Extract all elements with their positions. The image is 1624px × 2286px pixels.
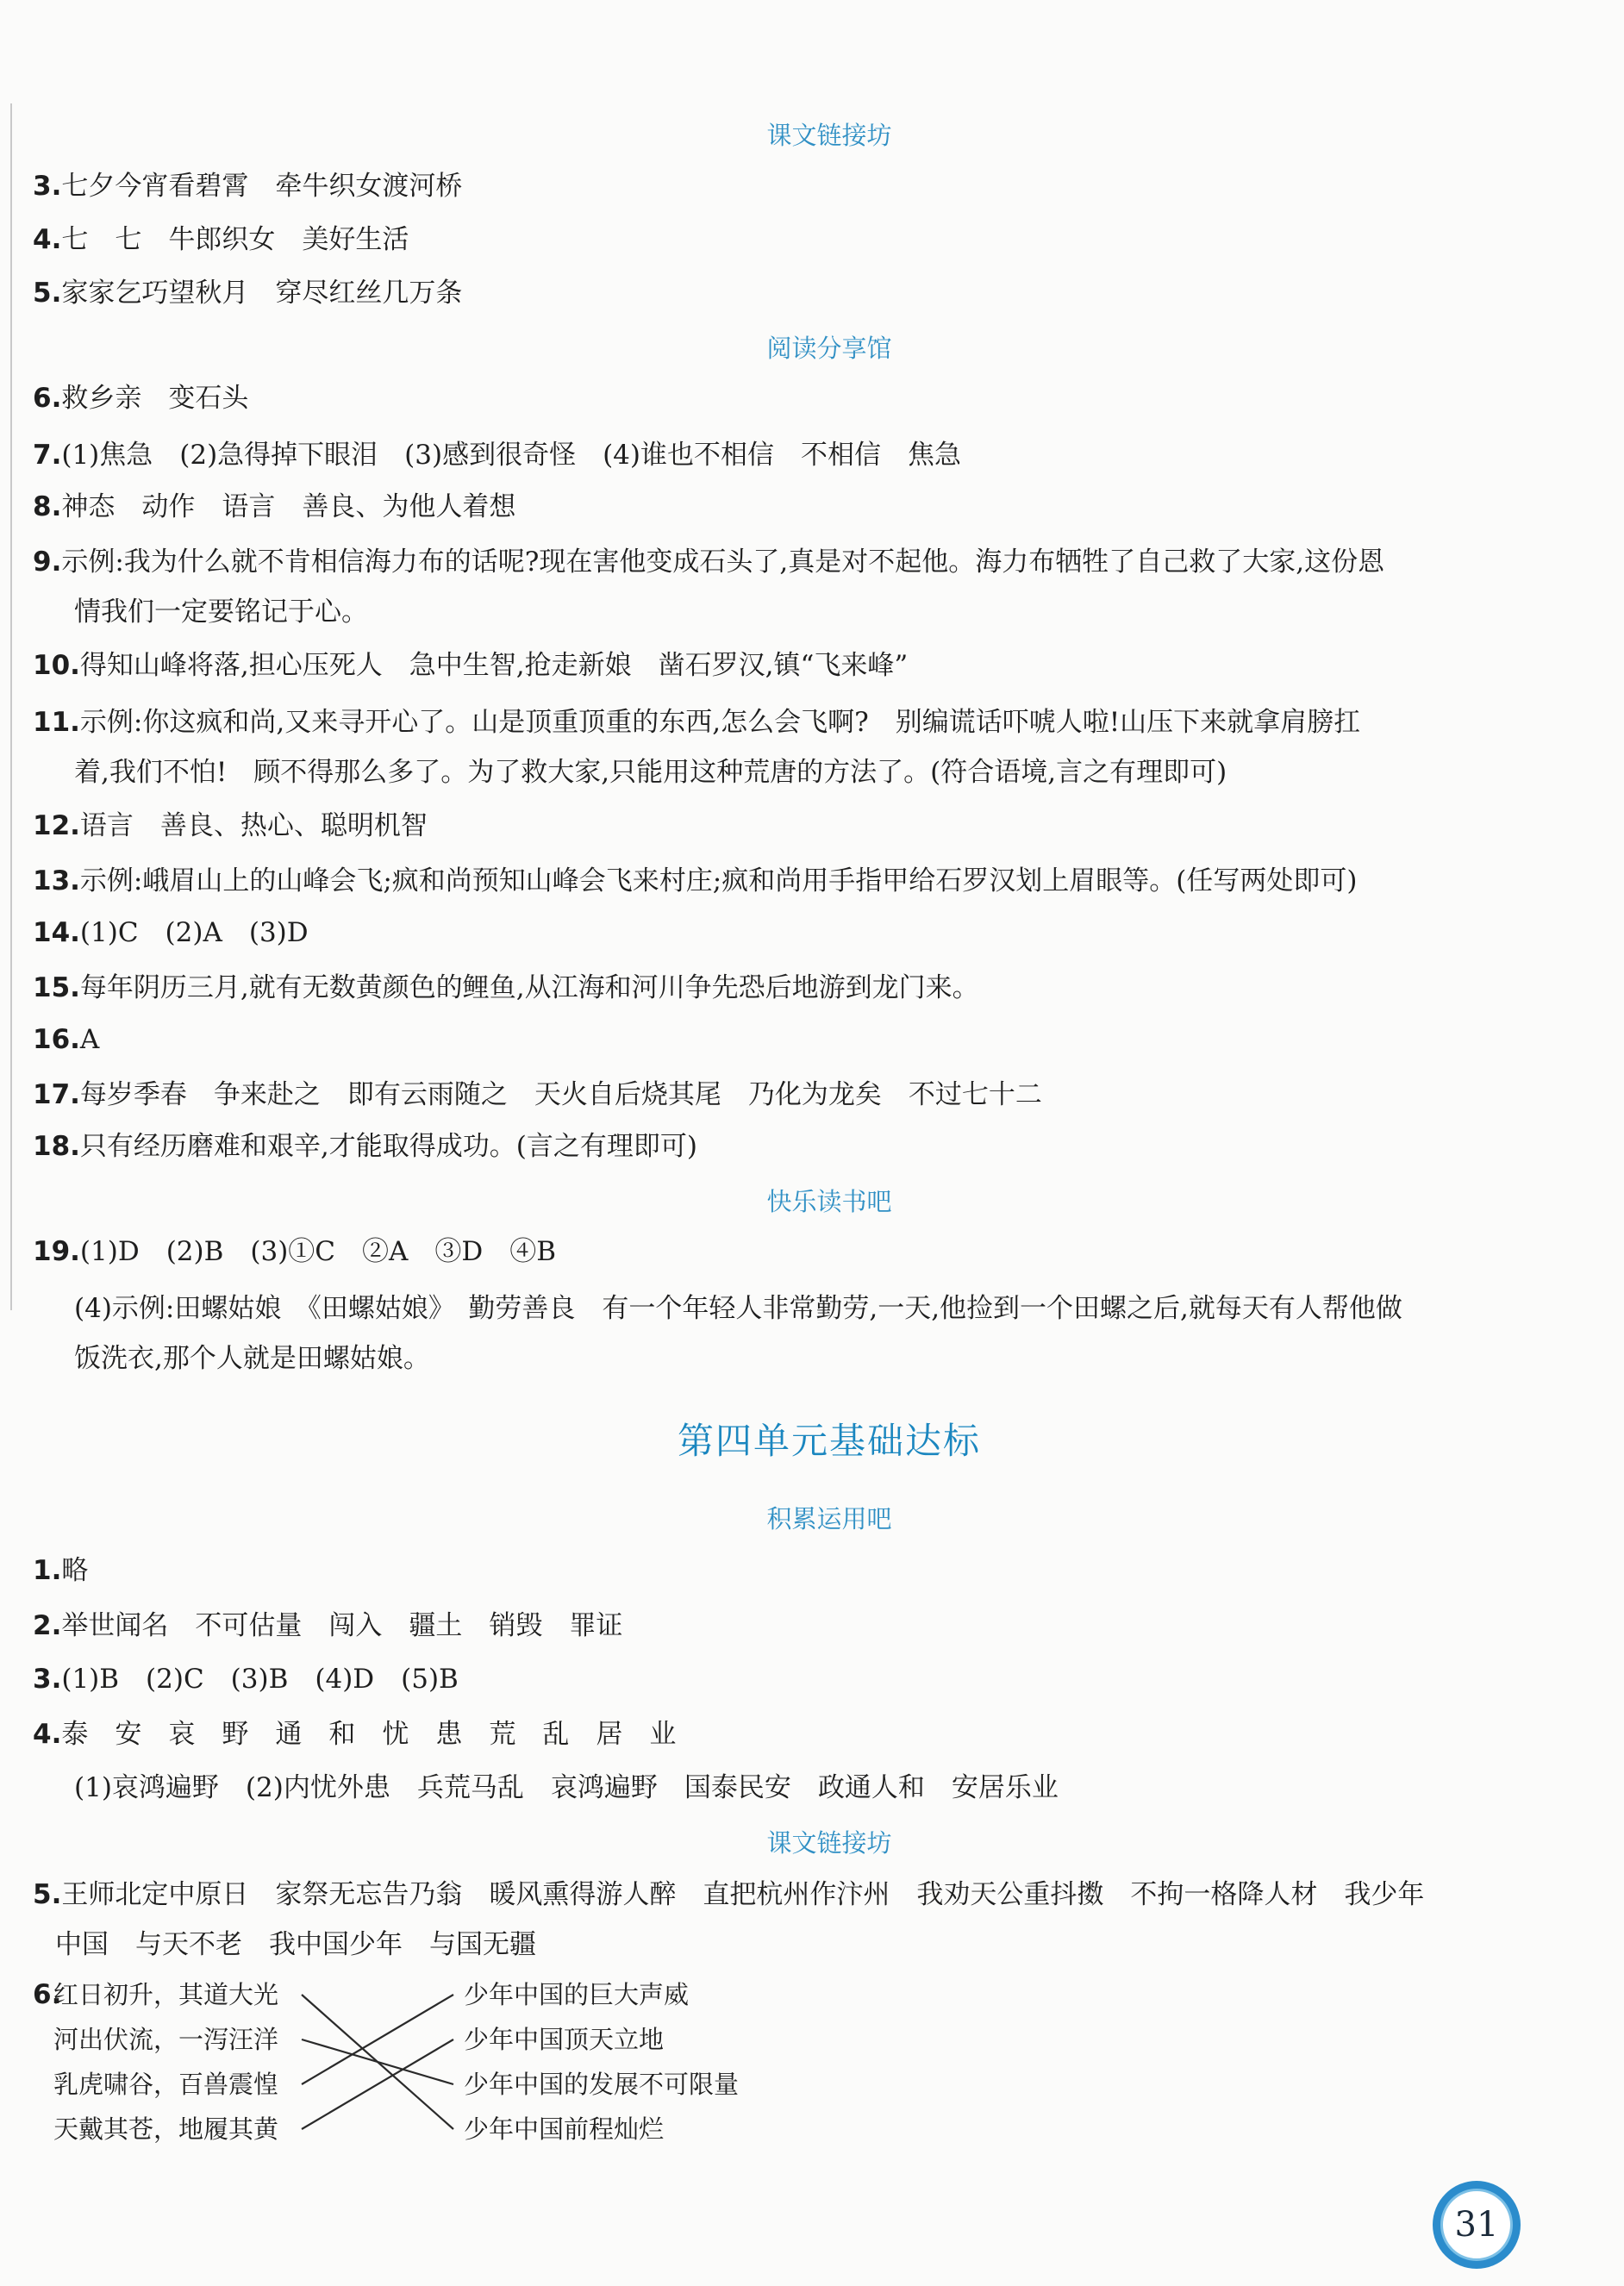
answer-number: 6.: [33, 383, 62, 414]
answer-text: 七夕今宵看碧霄 牵牛织女渡河桥: [61, 171, 463, 202]
answer-14: [33, 915, 309, 950]
matching-line: [302, 2039, 453, 2084]
answer-number: 9.: [33, 547, 62, 578]
answer-text: 每年阴历三月,就有无数黄颜色的鲤鱼,从江海和河川争先恐后地游到龙门来。: [79, 972, 979, 1003]
answer-4: [33, 222, 409, 257]
answer-11-continued: 着,我们不怕! 顾不得那么多了。为了救大家,只能用这种荒唐的方法了。(符合语境,言之有理即可): [74, 757, 1227, 788]
section-heading-lesson-link: 课文链接坊: [766, 121, 892, 150]
answer-text: 示例:我为什么就不肯相信海力布的话呢?现在害他变成石头了,真是对不起他。海力布牺牲了自己救了大家,这份恩: [61, 547, 1385, 578]
answer-19-part4: (4)示例:田螺姑娘 《田螺姑娘》 勤劳善良 有一个年轻人非常勤劳,一天,他捡到一个田螺之后,就每天有人帮他做: [74, 1293, 1402, 1324]
match-right-item: 少年中国前程灿烂: [464, 2114, 665, 2144]
matching-line: [302, 2039, 453, 2129]
answer-text: (1)C (2)A (3)D: [79, 917, 309, 948]
answer-number: 12.: [33, 810, 80, 841]
unit4-answer-4-continued: (1)哀鸿遍野 (2)内忧外患 兵荒马乱 哀鸿遍野 国泰民安 政通人和 安居乐业: [74, 1772, 1059, 1803]
answer-text: 只有经历磨难和艰辛,才能取得成功。(言之有理即可): [79, 1131, 697, 1162]
answer-19-part4-continued: 饭洗衣,那个人就是田螺姑娘。: [74, 1343, 430, 1374]
unit4-answer-3: [33, 1662, 459, 1696]
answer-number: 15.: [33, 972, 80, 1003]
matching-line: [302, 1995, 453, 2084]
section-heading-reading-share: 阅读分享馆: [766, 334, 892, 363]
answer-number: 2.: [33, 1610, 62, 1641]
matching-lines: [284, 1965, 465, 2146]
answer-text: 神态 动作 语言 善良、为他人着想: [61, 491, 516, 522]
answer-number: 14.: [33, 917, 80, 948]
answer-number: 8.: [33, 491, 62, 522]
answer-8: [33, 490, 515, 524]
answer-number: 16.: [33, 1024, 80, 1055]
answer-text: 示例:峨眉山上的山峰会飞;疯和尚预知山峰会飞来村庄;疯和尚用手指甲给石罗汉划上眉眼等。(任写两处即可): [79, 865, 1358, 896]
answer-18: [33, 1129, 697, 1164]
answer-text: 举世闻名 不可估量 闯入 疆土 销毁 罪证: [61, 1610, 623, 1641]
answer-3: [33, 169, 462, 203]
match-right-item: 少年中国的发展不可限量: [464, 2070, 740, 2099]
match-left-item: 红日初升，其道大光: [53, 1980, 279, 2009]
answer-11: [33, 705, 1360, 740]
answer-text: 得知山峰将落,担心压死人 急中生智,抢走新娘 凿石罗汉,镇“飞来峰”: [79, 650, 909, 681]
section-heading-accumulate: 积累运用吧: [766, 1504, 892, 1533]
answer-number: 4.: [33, 224, 62, 255]
unit4-answer-5-continued: 中国 与天不老 我中国少年 与国无疆: [55, 1929, 536, 1960]
answer-text: 略: [61, 1555, 89, 1586]
unit4-answer-5: [33, 1877, 1424, 1912]
answer-number: 3.: [33, 171, 62, 202]
answer-5: [33, 276, 462, 310]
answer-19: [33, 1234, 556, 1269]
answer-text: 七 七 牛郎织女 美好生活: [61, 224, 409, 255]
match-left-item: 乳虎啸谷，百兽震惶: [53, 2070, 279, 2099]
answer-text: 王师北定中原日 家祭无忘告乃翁 暖风熏得游人醉 直把杭州作汴州 我劝天公重抖擞 不拘一格降人材 我少年: [61, 1879, 1425, 1910]
answer-number: 19.: [33, 1236, 80, 1267]
answer-number: 7.: [33, 440, 62, 471]
answer-number: 6.: [33, 1979, 62, 2010]
unit-title: 第四单元基础达标: [677, 1420, 981, 1462]
answer-text: 示例:你这疯和尚,又来寻开心了。山是顶重顶重的东西,怎么会飞啊? 别编谎话吓唬人啦!山压下来就拿肩膀扛: [79, 707, 1361, 738]
page-number-badge: [1433, 2181, 1521, 2269]
answer-number: 11.: [33, 707, 80, 738]
page-number: 31: [1440, 2189, 1513, 2261]
answer-13: [33, 864, 1357, 898]
answer-text: A: [79, 1024, 100, 1055]
answer-number: 4.: [33, 1719, 62, 1750]
answer-text: (1)D (2)B (3)①C ②A ③D ④B: [79, 1236, 557, 1267]
margin-rule: [10, 103, 12, 1310]
answer-text: 每岁季春 争来赴之 即有云雨随之 天火自后烧其尾 乃化为龙矣 不过七十二: [79, 1079, 1042, 1110]
answer-10: [33, 648, 908, 683]
answer-number: 18.: [33, 1131, 80, 1162]
answer-6: [33, 381, 248, 415]
answer-17: [33, 1077, 1042, 1112]
unit4-answer-4: [33, 1717, 676, 1752]
answer-number: 10.: [33, 650, 80, 681]
answer-number: 3.: [33, 1664, 62, 1695]
unit4-answer-2: [33, 1608, 622, 1643]
section-heading-happy-reading: 快乐读书吧: [766, 1187, 892, 1216]
answer-16: [33, 1022, 99, 1057]
answer-9-continued: 情我们一定要铭记于心。: [74, 596, 368, 628]
answer-text: 泰 安 哀 野 通 和 忧 患 荒 乱 居 业: [61, 1719, 677, 1750]
answer-7: [33, 438, 961, 472]
answer-text: (1)焦急 (2)急得掉下眼泪 (3)感到很奇怪 (4)谁也不相信 不相信 焦急: [61, 440, 962, 471]
match-left-item: 河出伏流，一泻汪洋: [53, 2025, 279, 2054]
section-heading-lesson-link-2: 课文链接坊: [766, 1828, 892, 1858]
answer-text: 家家乞巧望秋月 穿尽红丝几万条: [61, 278, 463, 309]
unit4-answer-1: [33, 1553, 88, 1588]
answer-number: 5.: [33, 278, 62, 309]
answer-text: 救乡亲 变石头: [61, 383, 249, 414]
answer-number: 13.: [33, 865, 80, 896]
answer-12: [33, 809, 428, 843]
answer-number: 17.: [33, 1079, 80, 1110]
answer-number: 5.: [33, 1879, 62, 1910]
match-right-item: 少年中国的巨大声威: [464, 1980, 690, 2009]
answer-text: (1)B (2)C (3)B (4)D (5)B: [61, 1664, 459, 1695]
match-right-item: 少年中国顶天立地: [464, 2025, 665, 2054]
answer-number: 1.: [33, 1555, 62, 1586]
match-left-item: 天戴其苍，地履其黄: [53, 2114, 279, 2144]
answer-9: [33, 545, 1384, 579]
answer-15: [33, 971, 979, 1005]
answer-text: 语言 善良、热心、聪明机智: [79, 810, 428, 841]
